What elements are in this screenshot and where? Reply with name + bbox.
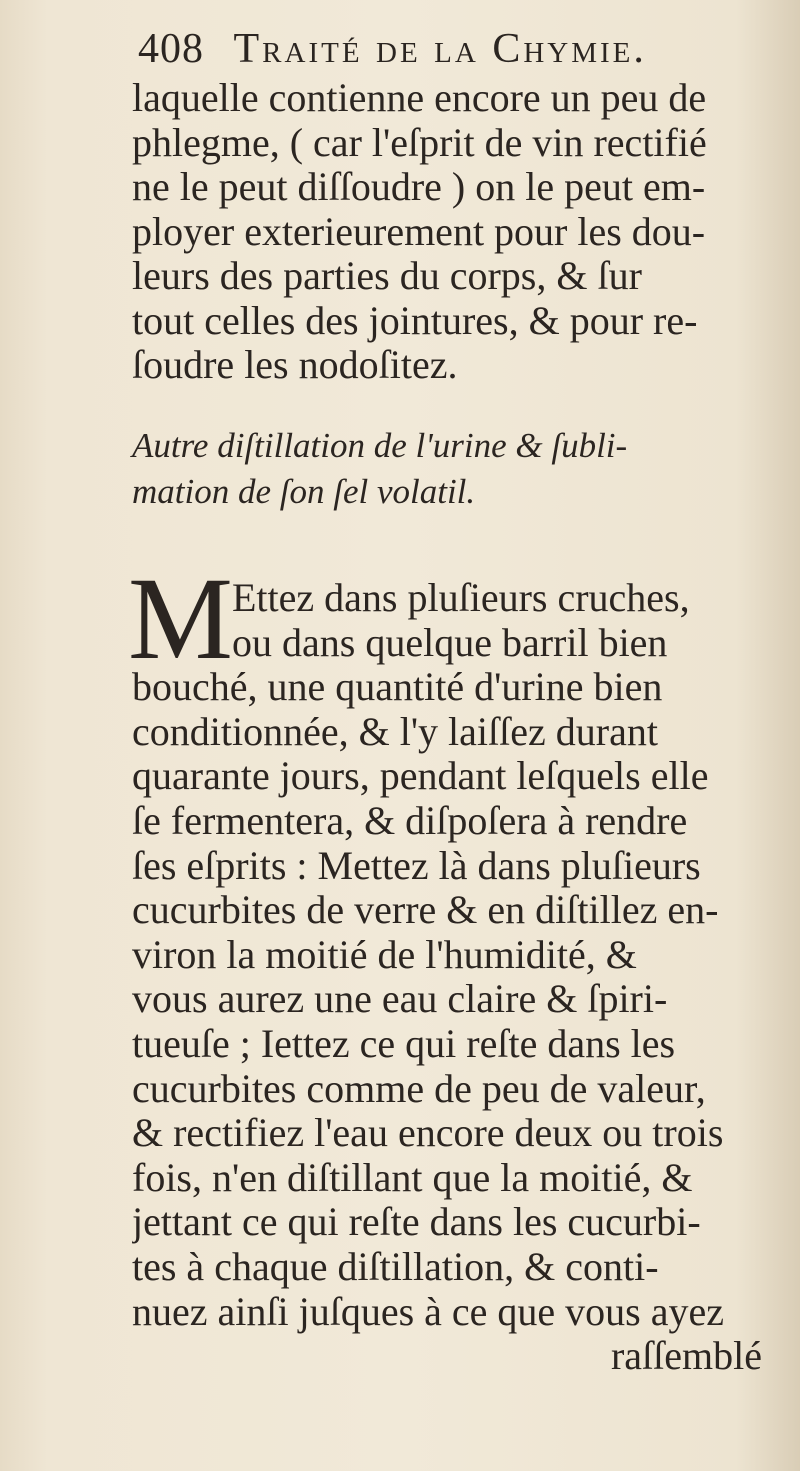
text-line: ne le peut diſſoudre ) on le peut em-: [132, 165, 706, 209]
text-line: nuez ainſi juſques à ce que vous ayez: [132, 1289, 724, 1334]
text-line: ſoudre les nodoſitez.: [132, 343, 458, 387]
text-line: laquelle contienne encore un peu de: [132, 76, 707, 120]
text-line: leurs des parties du corps, & ſur: [132, 254, 642, 298]
text-line: & rectifiez l'eau encore deux ou trois: [132, 1111, 724, 1156]
text-line: ſe fermentera, & diſpoſera à rendre: [132, 798, 688, 843]
text-line: ployer exterieurement pour les dou-: [132, 209, 706, 254]
heading-line: mation de ſon ſel volatil.: [132, 472, 476, 511]
text-line: tueuſe ; Iettez ce qui reſte dans les: [132, 1021, 676, 1066]
paragraph-2: [132, 576, 792, 1379]
text-line: ou dans quelque barril bien: [232, 620, 668, 665]
text-line: cucurbites de verre & en diſtillez en-: [132, 888, 719, 933]
page-number: 408: [138, 26, 204, 72]
paragraph-1: [132, 76, 792, 388]
text-line: viron la moitié de l'humidité, &: [132, 932, 637, 977]
text-line: phlegme, ( car l'eſprit de vin rectifié: [132, 120, 707, 165]
text-line: fois, n'en diſtillant que la moitié, &: [132, 1155, 693, 1200]
text-line: ſes eſprits : Mettez là dans pluſieurs: [132, 843, 701, 888]
text-line: jettant ce qui reſte dans les cucurbi-: [132, 1200, 701, 1245]
text-line: vous aurez une eau claire & ſpiri-: [132, 977, 668, 1022]
running-header: [138, 28, 788, 70]
text-line: tout celles des jointures, & pour re-: [132, 298, 698, 343]
text-line: cucurbites comme de peu de valeur,: [132, 1066, 706, 1111]
section-heading: [132, 423, 792, 515]
text-line: tes à chaque diſtillation, & conti-: [132, 1244, 659, 1289]
text-line: Ettez dans pluſieurs cruches,: [232, 576, 690, 620]
heading-line: Autre diſtillation de l'urine & ſubli-: [132, 426, 628, 465]
catchword: raſſemblé: [610, 1334, 762, 1379]
text-line: bouché, une quantité d'urine bien: [132, 665, 663, 710]
text-line: quarante jours, pendant leſquels elle: [132, 754, 709, 799]
running-title: Traité de la Chymie.: [233, 26, 647, 72]
text-line: conditionnée, & l'y laiſſez durant: [132, 709, 658, 754]
drop-cap: M: [128, 553, 233, 684]
